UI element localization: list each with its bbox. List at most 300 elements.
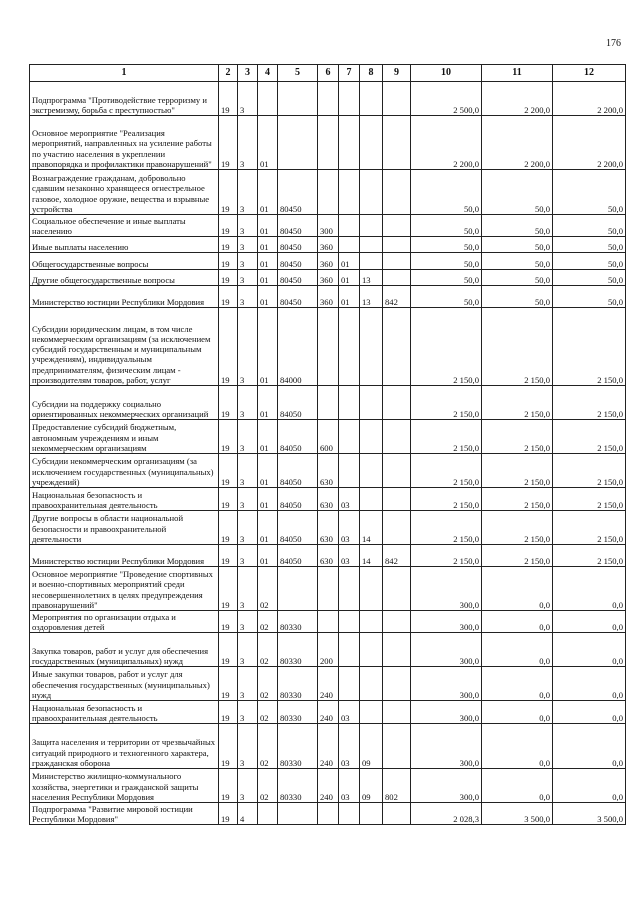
- cell-c7: 03: [339, 511, 360, 545]
- cell-c9: [383, 511, 411, 545]
- cell-c3: 3: [238, 724, 258, 769]
- cell-v11: 3 500,0: [482, 803, 553, 825]
- cell-c9: [383, 237, 411, 253]
- column-header-12: 12: [553, 65, 626, 82]
- cell-v10: 2 150,0: [411, 308, 482, 386]
- cell-v12: 0,0: [553, 633, 626, 667]
- cell-v11: 2 200,0: [482, 116, 553, 170]
- cell-c4: 02: [258, 611, 278, 633]
- cell-c4: 02: [258, 701, 278, 724]
- cell-c3: 3: [238, 386, 258, 420]
- cell-c9: [383, 633, 411, 667]
- cell-v10: 50,0: [411, 170, 482, 215]
- cell-c8: [360, 420, 383, 454]
- row-name-cell: Основное мероприятие "Проведение спортивных и военно-спортивных мероприятий среди несовершеннолетних в целях предупреждения правонарушений": [30, 567, 219, 611]
- cell-v11: 2 200,0: [482, 82, 553, 116]
- cell-c7: [339, 237, 360, 253]
- cell-c7: [339, 611, 360, 633]
- cell-c5: 80330: [278, 633, 318, 667]
- column-header-7: 7: [339, 65, 360, 82]
- cell-c4: 01: [258, 420, 278, 454]
- cell-c4: 01: [258, 286, 278, 308]
- cell-c8: [360, 454, 383, 488]
- cell-c2: 19: [219, 701, 238, 724]
- cell-c2: 19: [219, 386, 238, 420]
- cell-c3: 3: [238, 769, 258, 803]
- cell-c9: [383, 116, 411, 170]
- cell-c5: 84050: [278, 420, 318, 454]
- column-header-10: 10: [411, 65, 482, 82]
- cell-c9: [383, 611, 411, 633]
- cell-c6: [318, 82, 339, 116]
- table-header-row: [30, 65, 626, 82]
- table-row: [30, 308, 626, 386]
- cell-v12: 2 200,0: [553, 82, 626, 116]
- cell-v12: 0,0: [553, 724, 626, 769]
- cell-c4: 02: [258, 567, 278, 611]
- cell-c6: 360: [318, 270, 339, 286]
- row-name-cell: Предоставление субсидий бюджетным, автономным учреждениям и иным некоммерческим организациям: [30, 420, 219, 454]
- row-name-cell: Министерство юстиции Республики Мордовия: [30, 545, 219, 567]
- cell-c4: 01: [258, 116, 278, 170]
- cell-c9: 802: [383, 769, 411, 803]
- cell-c8: [360, 215, 383, 237]
- column-header-6: 6: [318, 65, 339, 82]
- cell-v10: 2 028,3: [411, 803, 482, 825]
- cell-c3: 3: [238, 633, 258, 667]
- cell-c4: 01: [258, 386, 278, 420]
- cell-c3: 3: [238, 308, 258, 386]
- cell-c4: 02: [258, 667, 278, 701]
- budget-table: [29, 64, 626, 825]
- cell-c7: 01: [339, 286, 360, 308]
- row-name-cell: Мероприятия по организации отдыха и оздоровления детей: [30, 611, 219, 633]
- cell-c8: 13: [360, 286, 383, 308]
- cell-c4: 01: [258, 237, 278, 253]
- cell-c3: 3: [238, 667, 258, 701]
- cell-c3: 3: [238, 701, 258, 724]
- cell-c5: 80450: [278, 170, 318, 215]
- cell-c9: 842: [383, 286, 411, 308]
- cell-c2: 19: [219, 769, 238, 803]
- table-row: [30, 724, 626, 769]
- cell-c7: 03: [339, 488, 360, 511]
- cell-c4: 01: [258, 170, 278, 215]
- row-name-cell: Социальное обеспечение и иные выплаты населению: [30, 215, 219, 237]
- cell-c2: 19: [219, 215, 238, 237]
- cell-c8: [360, 803, 383, 825]
- cell-c8: [360, 701, 383, 724]
- cell-v12: 0,0: [553, 567, 626, 611]
- row-name-cell: Другие вопросы в области национальной безопасности и правоохранительной деятельности: [30, 511, 219, 545]
- cell-c7: [339, 667, 360, 701]
- cell-c3: 3: [238, 454, 258, 488]
- cell-c3: 3: [238, 215, 258, 237]
- row-name-cell: Иные закупки товаров, работ и услуг для обеспечения государственных (муниципальных) нужд: [30, 667, 219, 701]
- table-row: [30, 386, 626, 420]
- row-name-cell: Общегосударственные вопросы: [30, 253, 219, 270]
- cell-c5: 80450: [278, 270, 318, 286]
- cell-v10: 2 500,0: [411, 82, 482, 116]
- cell-c9: [383, 386, 411, 420]
- cell-c2: 19: [219, 237, 238, 253]
- cell-c7: 03: [339, 545, 360, 567]
- cell-c9: [383, 82, 411, 116]
- row-name-cell: Субсидии некоммерческим организациям (за исключением государственных (муниципальных) учреждений): [30, 454, 219, 488]
- cell-v10: 2 150,0: [411, 511, 482, 545]
- cell-v11: 0,0: [482, 611, 553, 633]
- cell-v11: 2 150,0: [482, 454, 553, 488]
- table-row: [30, 170, 626, 215]
- cell-c9: [383, 488, 411, 511]
- cell-c7: [339, 170, 360, 215]
- row-name-cell: Иные выплаты населению: [30, 237, 219, 253]
- cell-c4: 01: [258, 488, 278, 511]
- cell-c6: 240: [318, 769, 339, 803]
- cell-c4: 01: [258, 308, 278, 386]
- cell-c6: 240: [318, 701, 339, 724]
- cell-c8: 14: [360, 511, 383, 545]
- cell-c6: 630: [318, 454, 339, 488]
- cell-c7: [339, 420, 360, 454]
- cell-c2: 19: [219, 611, 238, 633]
- cell-v10: 50,0: [411, 237, 482, 253]
- cell-c8: [360, 611, 383, 633]
- page-number: 176: [606, 38, 621, 49]
- column-header-5: 5: [278, 65, 318, 82]
- cell-c3: 3: [238, 420, 258, 454]
- cell-c5: 84050: [278, 386, 318, 420]
- table-row: [30, 667, 626, 701]
- cell-v11: 2 150,0: [482, 545, 553, 567]
- cell-c7: 01: [339, 253, 360, 270]
- cell-v10: 50,0: [411, 253, 482, 270]
- table-row: [30, 215, 626, 237]
- cell-c5: 84050: [278, 454, 318, 488]
- cell-c3: 3: [238, 116, 258, 170]
- cell-v10: 300,0: [411, 633, 482, 667]
- table-row: [30, 82, 626, 116]
- cell-c9: [383, 803, 411, 825]
- cell-c8: [360, 116, 383, 170]
- cell-c6: [318, 170, 339, 215]
- cell-c9: [383, 270, 411, 286]
- cell-v12: 50,0: [553, 215, 626, 237]
- cell-v12: 0,0: [553, 667, 626, 701]
- cell-v12: 2 150,0: [553, 386, 626, 420]
- cell-c4: [258, 82, 278, 116]
- cell-c7: 03: [339, 724, 360, 769]
- table-row: [30, 511, 626, 545]
- cell-v12: 2 150,0: [553, 545, 626, 567]
- row-name-cell: Другие общегосударственные вопросы: [30, 270, 219, 286]
- cell-c9: [383, 308, 411, 386]
- cell-c6: 360: [318, 253, 339, 270]
- cell-c3: 3: [238, 237, 258, 253]
- cell-c6: 200: [318, 633, 339, 667]
- cell-c7: [339, 308, 360, 386]
- cell-c6: 600: [318, 420, 339, 454]
- cell-c2: 19: [219, 454, 238, 488]
- cell-c9: [383, 724, 411, 769]
- cell-c6: [318, 567, 339, 611]
- cell-v12: 50,0: [553, 270, 626, 286]
- cell-c6: 300: [318, 215, 339, 237]
- cell-c8: [360, 567, 383, 611]
- cell-c5: 80450: [278, 253, 318, 270]
- cell-v12: 50,0: [553, 286, 626, 308]
- cell-v10: 300,0: [411, 567, 482, 611]
- cell-v10: 300,0: [411, 667, 482, 701]
- cell-c7: 03: [339, 769, 360, 803]
- cell-v12: 2 150,0: [553, 308, 626, 386]
- cell-v12: 0,0: [553, 611, 626, 633]
- table-body: [30, 82, 626, 825]
- cell-v11: 2 150,0: [482, 511, 553, 545]
- cell-c4: 02: [258, 724, 278, 769]
- cell-c5: 80450: [278, 215, 318, 237]
- table-row: [30, 270, 626, 286]
- cell-v10: 300,0: [411, 724, 482, 769]
- cell-v11: 50,0: [482, 286, 553, 308]
- cell-v11: 0,0: [482, 667, 553, 701]
- cell-v12: 2 150,0: [553, 488, 626, 511]
- cell-c4: 02: [258, 769, 278, 803]
- cell-v12: 0,0: [553, 769, 626, 803]
- row-name-cell: Субсидии юридическим лицам, в том числе некоммерческим организациям (за исключением субсидий государственным и муниципальным учреждениям), индивидуальным предпринимателям, физическим лицам - производителям товаров, работ, услуг: [30, 308, 219, 386]
- cell-c6: 630: [318, 511, 339, 545]
- cell-v10: 2 150,0: [411, 454, 482, 488]
- row-name-cell: Защита населения и территории от чрезвычайных ситуаций природного и техногенного характера, гражданская оборона: [30, 724, 219, 769]
- cell-c8: 09: [360, 769, 383, 803]
- cell-c6: 240: [318, 724, 339, 769]
- table-row: [30, 769, 626, 803]
- cell-c3: 3: [238, 253, 258, 270]
- cell-c6: [318, 803, 339, 825]
- cell-c6: 360: [318, 237, 339, 253]
- cell-c4: 01: [258, 253, 278, 270]
- cell-c8: [360, 633, 383, 667]
- cell-v11: 50,0: [482, 215, 553, 237]
- cell-c2: 19: [219, 724, 238, 769]
- cell-c5: 84000: [278, 308, 318, 386]
- cell-c8: [360, 667, 383, 701]
- cell-v10: 2 200,0: [411, 116, 482, 170]
- table-row: [30, 701, 626, 724]
- cell-c2: 19: [219, 803, 238, 825]
- cell-c6: 360: [318, 286, 339, 308]
- table-row: [30, 286, 626, 308]
- cell-c4: 02: [258, 633, 278, 667]
- cell-c3: 3: [238, 170, 258, 215]
- table-row: [30, 253, 626, 270]
- column-header-2: 2: [219, 65, 238, 82]
- cell-c2: 19: [219, 545, 238, 567]
- cell-c4: [258, 803, 278, 825]
- cell-c7: [339, 633, 360, 667]
- cell-v11: 50,0: [482, 270, 553, 286]
- cell-v11: 2 150,0: [482, 488, 553, 511]
- table-row: [30, 611, 626, 633]
- cell-c8: [360, 170, 383, 215]
- cell-c2: 19: [219, 286, 238, 308]
- cell-v12: 0,0: [553, 701, 626, 724]
- cell-v11: 2 150,0: [482, 420, 553, 454]
- cell-v12: 50,0: [553, 253, 626, 270]
- table-row: [30, 488, 626, 511]
- table-row: [30, 454, 626, 488]
- row-name-cell: Закупка товаров, работ и услуг для обеспечения государственных (муниципальных) нужд: [30, 633, 219, 667]
- cell-v11: 0,0: [482, 701, 553, 724]
- cell-c8: 13: [360, 270, 383, 286]
- cell-c5: 80450: [278, 237, 318, 253]
- cell-c3: 3: [238, 286, 258, 308]
- cell-c9: [383, 215, 411, 237]
- cell-c3: 3: [238, 270, 258, 286]
- cell-c5: 80330: [278, 667, 318, 701]
- cell-v10: 2 150,0: [411, 488, 482, 511]
- cell-c5: 80330: [278, 724, 318, 769]
- cell-v12: 50,0: [553, 170, 626, 215]
- cell-c6: [318, 611, 339, 633]
- cell-v10: 50,0: [411, 215, 482, 237]
- cell-c4: 01: [258, 511, 278, 545]
- cell-c2: 19: [219, 170, 238, 215]
- cell-c5: [278, 803, 318, 825]
- cell-v11: 2 150,0: [482, 308, 553, 386]
- cell-c5: 80330: [278, 701, 318, 724]
- table-row: [30, 633, 626, 667]
- cell-c5: [278, 82, 318, 116]
- cell-c4: 01: [258, 270, 278, 286]
- cell-v11: 0,0: [482, 724, 553, 769]
- cell-v12: 3 500,0: [553, 803, 626, 825]
- row-name-cell: Министерство юстиции Республики Мордовия: [30, 286, 219, 308]
- table-row: [30, 116, 626, 170]
- cell-c7: 03: [339, 701, 360, 724]
- cell-c8: 14: [360, 545, 383, 567]
- cell-c5: 84050: [278, 488, 318, 511]
- cell-c3: 3: [238, 567, 258, 611]
- cell-c6: 240: [318, 667, 339, 701]
- cell-c2: 19: [219, 308, 238, 386]
- cell-c2: 19: [219, 420, 238, 454]
- cell-c2: 19: [219, 116, 238, 170]
- cell-c4: 01: [258, 215, 278, 237]
- cell-v10: 300,0: [411, 611, 482, 633]
- cell-c6: [318, 308, 339, 386]
- cell-v11: 50,0: [482, 253, 553, 270]
- cell-c8: [360, 237, 383, 253]
- column-header-8: 8: [360, 65, 383, 82]
- cell-v11: 2 150,0: [482, 386, 553, 420]
- row-name-cell: Вознаграждение гражданам, добровольно сдавшим незаконно хранящееся огнестрельное газовое, холодное оружие, вещества и взрывные устройства: [30, 170, 219, 215]
- row-name-cell: Министерство жилищно-коммунального хозяйства, энергетики и гражданской защиты населения Республики Мордовия: [30, 769, 219, 803]
- cell-c3: 4: [238, 803, 258, 825]
- cell-c7: [339, 454, 360, 488]
- cell-c5: [278, 567, 318, 611]
- cell-c2: 19: [219, 667, 238, 701]
- cell-c8: [360, 386, 383, 420]
- table-row: [30, 237, 626, 253]
- table-row: [30, 803, 626, 825]
- cell-v10: 2 150,0: [411, 420, 482, 454]
- column-header-3: 3: [238, 65, 258, 82]
- cell-v12: 2 150,0: [553, 511, 626, 545]
- cell-v11: 0,0: [482, 567, 553, 611]
- row-name-cell: Национальная безопасность и правоохранительная деятельность: [30, 488, 219, 511]
- cell-c2: 19: [219, 270, 238, 286]
- cell-v12: 2 200,0: [553, 116, 626, 170]
- cell-c9: [383, 253, 411, 270]
- cell-v12: 2 150,0: [553, 454, 626, 488]
- cell-c9: [383, 420, 411, 454]
- cell-c6: [318, 116, 339, 170]
- cell-c2: 19: [219, 633, 238, 667]
- cell-c6: 630: [318, 488, 339, 511]
- cell-v11: 0,0: [482, 633, 553, 667]
- cell-v10: 50,0: [411, 270, 482, 286]
- cell-v11: 50,0: [482, 237, 553, 253]
- cell-v11: 0,0: [482, 769, 553, 803]
- cell-c3: 3: [238, 82, 258, 116]
- cell-c7: [339, 803, 360, 825]
- cell-c9: [383, 701, 411, 724]
- cell-c2: 19: [219, 511, 238, 545]
- cell-c3: 3: [238, 511, 258, 545]
- column-header-4: 4: [258, 65, 278, 82]
- cell-c7: [339, 567, 360, 611]
- cell-v10: 2 150,0: [411, 545, 482, 567]
- cell-c7: [339, 386, 360, 420]
- cell-c2: 19: [219, 82, 238, 116]
- row-name-cell: Основное мероприятие "Реализация мероприятий, направленных на усиление работы по участию населения в укреплении правопорядка и профилактики правонарушений": [30, 116, 219, 170]
- column-header-1: 1: [30, 65, 219, 82]
- cell-c9: [383, 170, 411, 215]
- cell-v10: 300,0: [411, 701, 482, 724]
- column-header-9: 9: [383, 65, 411, 82]
- cell-c4: 01: [258, 454, 278, 488]
- cell-c8: [360, 253, 383, 270]
- cell-c9: [383, 567, 411, 611]
- cell-c2: 19: [219, 253, 238, 270]
- cell-c9: 842: [383, 545, 411, 567]
- table-row: [30, 567, 626, 611]
- cell-v11: 50,0: [482, 170, 553, 215]
- cell-c8: [360, 308, 383, 386]
- cell-c7: [339, 116, 360, 170]
- cell-c9: [383, 454, 411, 488]
- row-name-cell: Национальная безопасность и правоохранительная деятельность: [30, 701, 219, 724]
- cell-c6: [318, 386, 339, 420]
- cell-c9: [383, 667, 411, 701]
- cell-v10: 2 150,0: [411, 386, 482, 420]
- cell-v12: 2 150,0: [553, 420, 626, 454]
- table-row: [30, 545, 626, 567]
- cell-c2: 19: [219, 488, 238, 511]
- cell-c8: 09: [360, 724, 383, 769]
- cell-c3: 3: [238, 611, 258, 633]
- cell-c5: [278, 116, 318, 170]
- cell-v12: 50,0: [553, 237, 626, 253]
- cell-c4: 01: [258, 545, 278, 567]
- cell-c5: 84050: [278, 511, 318, 545]
- cell-c3: 3: [238, 488, 258, 511]
- cell-v10: 50,0: [411, 286, 482, 308]
- cell-c5: 84050: [278, 545, 318, 567]
- cell-v10: 300,0: [411, 769, 482, 803]
- row-name-cell: Подпрограмма "Противодействие терроризму и экстремизму, борьба с преступностью": [30, 82, 219, 116]
